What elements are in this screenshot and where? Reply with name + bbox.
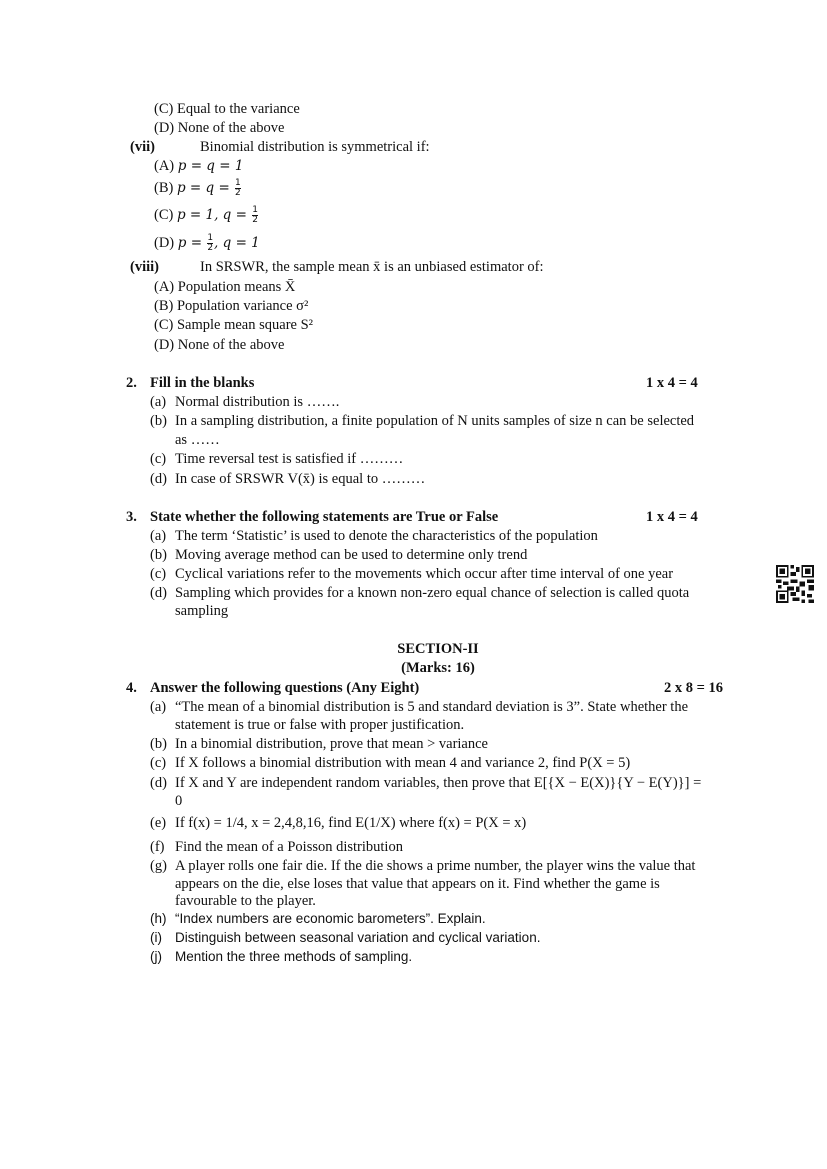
q1-vii-option-a <box>154 157 243 175</box>
item-text: If X and Y are independent random variables, then prove that E[{X − E(X)}{Y − E(Y)}] = <box>175 775 702 791</box>
q4-marks: 2 x 8 = 16 <box>664 680 724 696</box>
item-text: “The mean of a binomial distribution is 5 and standard deviation is 3”. State whether the <box>175 699 689 715</box>
q4-item-a-continuation: statement is true or false with proper justification. <box>175 717 465 733</box>
q1-vi-option-d <box>154 119 284 137</box>
item-label: (c) <box>150 451 167 467</box>
option-label: (D) <box>154 235 175 251</box>
item-label: (d) <box>150 471 167 487</box>
item-label: (j) <box>150 949 162 964</box>
qr-code-icon <box>776 565 814 603</box>
q1-viii-question: In SRSWR, the sample mean x̄ is an unbiased estimator of: <box>200 259 544 275</box>
section-marks: (Marks: 16) <box>401 660 475 676</box>
item-text: In case of SRSWR V(x̄) is equal to ……… <box>175 471 426 487</box>
item-label: (b) <box>150 413 167 429</box>
item-label: (c) <box>150 566 167 582</box>
q4-item-b <box>150 735 488 753</box>
option-text: Population variance σ² <box>176 298 309 314</box>
item-text: Distinguish between seasonal variation and cyclical variation. <box>175 930 541 945</box>
item-text: A player rolls one fair die. If the die shows a prime number, the player wins the value that <box>175 858 696 874</box>
item-text: Mention the three methods of sampling. <box>175 949 413 964</box>
item-label: (d) <box>150 585 167 601</box>
q2-marks: 1 x 4 = 4 <box>646 375 698 391</box>
q4-item-a <box>150 698 688 716</box>
item-text: “Index numbers are economic barometers”. Explain. <box>175 911 486 926</box>
q3-item-c <box>150 565 673 583</box>
question-number: 2. <box>126 375 137 391</box>
option-text: Equal to the variance <box>176 101 300 117</box>
q1-vii-option-c <box>154 206 259 225</box>
section-title: SECTION-II <box>397 641 479 657</box>
item-text: In a binomial distribution, prove that mean > variance <box>175 736 488 752</box>
item-label: (b) <box>150 547 167 563</box>
item-text: If X follows a binomial distribution with mean 4 and variance 2, find P(X = 5) <box>175 755 631 771</box>
item-label: (e) <box>150 815 167 831</box>
q4-heading <box>126 679 419 697</box>
q4-item-c <box>150 754 630 772</box>
option-label: (D) <box>154 120 175 136</box>
q1-vii-option-b <box>154 179 242 198</box>
q2-item-d <box>150 470 425 488</box>
q1-vii-question: Binomial distribution is symmetrical if: <box>200 139 430 155</box>
q2-item-b <box>150 412 694 430</box>
item-text: Normal distribution is ……. <box>175 394 340 410</box>
item-text: Time reversal test is satisfied if ……… <box>175 451 404 467</box>
q2-item-b-continuation: as …… <box>175 432 220 448</box>
q4-item-i <box>150 929 540 947</box>
question-number: 4. <box>126 680 137 696</box>
option-label: (C) <box>154 317 174 333</box>
q4-item-d-continuation: 0 <box>175 793 183 809</box>
q2-heading <box>126 374 254 392</box>
item-text: Find the mean of a Poisson distribution <box>175 839 403 855</box>
q3-marks: 1 x 4 = 4 <box>646 509 698 525</box>
q1-vii-number: (vii) <box>130 139 155 155</box>
question-number: 3. <box>126 509 137 525</box>
q2-item-a <box>150 393 339 411</box>
option-text: None of the above <box>177 337 285 353</box>
option-label: (B) <box>154 180 174 196</box>
q3-item-d <box>150 584 689 602</box>
item-text: Moving average method can be used to determine only trend <box>175 547 528 563</box>
option-text: Sample mean square S² <box>176 317 313 333</box>
question-title: State whether the following statements are True or False <box>150 509 499 525</box>
q4-item-g-continuation: appears on the die, else loses that value that appears on it. Find whether the game is <box>175 876 660 892</box>
item-label: (d) <box>150 775 167 791</box>
item-text: The term ‘Statistic’ is used to denote the characteristics of the population <box>175 528 598 544</box>
option-math: p = q = 1 <box>177 158 244 174</box>
q4-item-g-continuation-2: favourable to the player. <box>175 893 316 909</box>
q4-item-j <box>150 948 412 966</box>
q3-item-b <box>150 546 527 564</box>
item-label: (f) <box>150 839 165 855</box>
option-text: None of the above <box>177 120 285 136</box>
option-math: p = 1, q = <box>176 207 252 223</box>
item-label: (h) <box>150 911 167 926</box>
q1-viii-option-a <box>154 278 295 296</box>
option-label: (D) <box>154 337 175 353</box>
option-label: (C) <box>154 207 174 223</box>
fraction: $\frac{1}{2}$ <box>207 233 214 254</box>
option-text: Population means X̄ <box>177 279 296 295</box>
option-label: (A) <box>154 279 175 295</box>
q1-viii-option-d <box>154 336 284 354</box>
item-label: (a) <box>150 699 167 715</box>
item-text: Sampling which provides for a known non-zero equal chance of selection is called quota <box>175 585 690 601</box>
item-label: (b) <box>150 736 167 752</box>
fraction: $\frac{1}{2}$ <box>235 178 241 199</box>
item-label: (i) <box>150 930 162 945</box>
item-label: (a) <box>150 528 167 544</box>
q1-vii-option-d <box>154 234 260 253</box>
option-label: (C) <box>154 101 174 117</box>
question-title: Fill in the blanks <box>150 375 255 391</box>
item-label: (c) <box>150 755 167 771</box>
option-label: (B) <box>154 298 174 314</box>
option-math: , q = 1 <box>214 235 260 251</box>
item-label: (a) <box>150 394 167 410</box>
q1-viii-number: (viii) <box>130 259 159 275</box>
fraction: $\frac{1}{2}$ <box>252 205 258 226</box>
item-label: (g) <box>150 858 167 874</box>
option-label: (A) <box>154 158 175 174</box>
option-math: p = <box>177 235 207 251</box>
q4-item-f <box>150 838 403 856</box>
item-text: In a sampling distribution, a finite population of N units samples of size n can be selected <box>175 413 695 429</box>
q2-item-c <box>150 450 403 468</box>
question-title: Answer the following questions (Any Eight) <box>150 680 420 696</box>
q4-item-e <box>150 814 526 832</box>
q4-item-h <box>150 910 486 928</box>
item-text: Cyclical variations refer to the movements which occur after time interval of one year <box>175 566 674 582</box>
q4-item-g <box>150 857 695 875</box>
q3-heading <box>126 508 498 526</box>
q3-item-d-continuation: sampling <box>175 603 229 619</box>
item-text: If f(x) = 1/4, x = 2,4,8,16, find E(1/X) where f(x) = P(X = x) <box>175 815 527 831</box>
q3-item-a <box>150 527 598 545</box>
q1-viii-option-b <box>154 297 308 315</box>
q1-viii-option-c <box>154 316 313 334</box>
option-math: p = q = <box>176 180 235 196</box>
q4-item-d <box>150 774 701 792</box>
q1-vi-option-c <box>154 100 300 118</box>
